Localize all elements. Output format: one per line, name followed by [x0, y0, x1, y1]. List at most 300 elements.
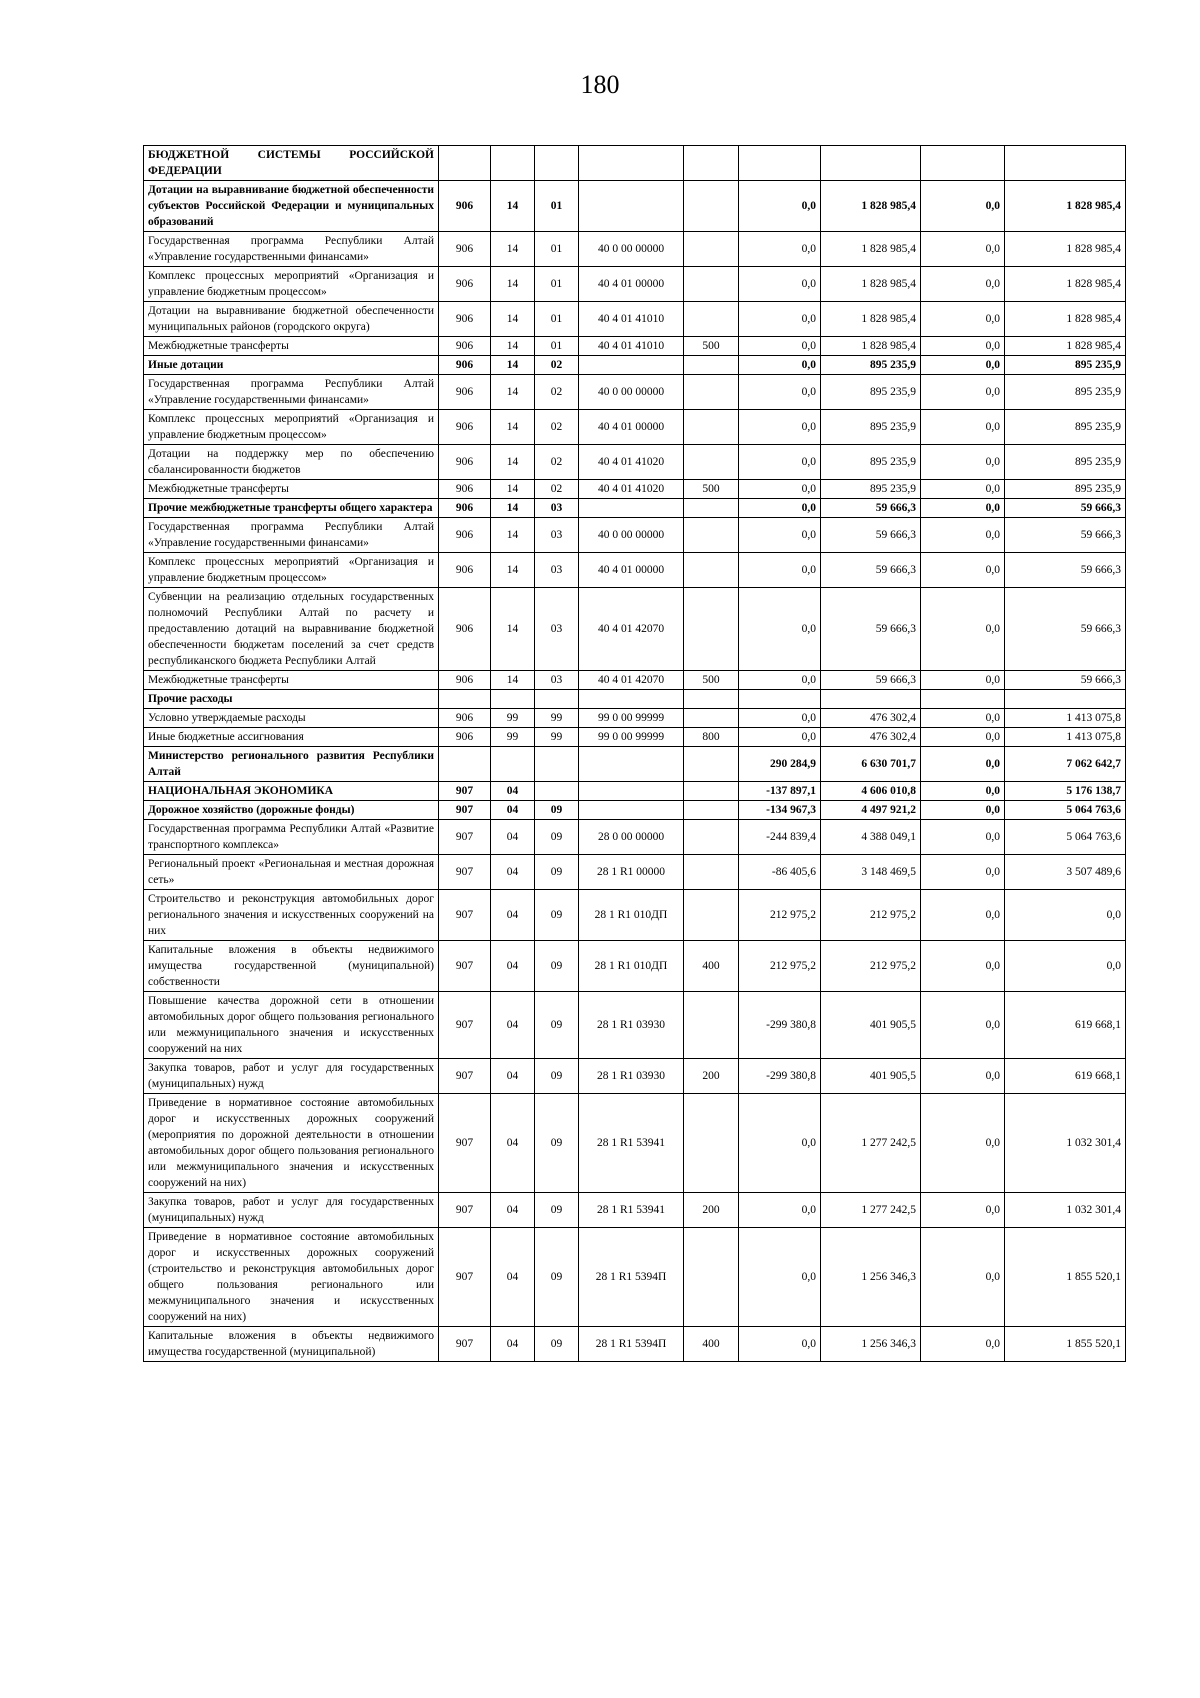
- amount-cell-3: 0,0: [921, 709, 1005, 728]
- ved-code-cell: 906: [439, 375, 491, 410]
- amount-cell-2: 212 975,2: [821, 890, 921, 941]
- table-row: [144, 499, 1126, 518]
- amount-cell-1: 0,0: [739, 410, 821, 445]
- amount-cell-3: 0,0: [921, 337, 1005, 356]
- amount-cell-1: 212 975,2: [739, 941, 821, 992]
- amount-cell-4: 1 828 985,4: [1005, 232, 1126, 267]
- amount-cell-3: 0,0: [921, 410, 1005, 445]
- table-row: [144, 820, 1126, 855]
- amount-cell-4: 7 062 642,7: [1005, 747, 1126, 782]
- amount-cell-3: 0,0: [921, 1193, 1005, 1228]
- target-article-cell: 40 0 00 00000: [579, 232, 684, 267]
- ved-code-cell: [439, 747, 491, 782]
- row-name-cell: Прочие расходы: [144, 690, 439, 709]
- amount-cell-4: [1005, 146, 1126, 181]
- row-name-cell: Приведение в нормативное состояние автомобильных дорог и искусственных дорожных сооружений (строительство и реконструкция автомобильных дорог общего пользования регионального или межмуниципального значения и искусственных сооружений на них): [144, 1228, 439, 1327]
- amount-cell-3: 0,0: [921, 671, 1005, 690]
- amount-cell-2: 59 666,3: [821, 588, 921, 671]
- subsection-code-cell: 09: [535, 1059, 579, 1094]
- expense-type-cell: [684, 1228, 739, 1327]
- target-article-cell: 28 1 R1 010ДП: [579, 941, 684, 992]
- amount-cell-3: 0,0: [921, 302, 1005, 337]
- table-row: [144, 480, 1126, 499]
- amount-cell-4: 619 668,1: [1005, 1059, 1126, 1094]
- ved-code-cell: 907: [439, 1094, 491, 1193]
- row-name-cell: Закупка товаров, работ и услуг для государственных (муниципальных) нужд: [144, 1193, 439, 1228]
- amount-cell-1: 0,0: [739, 553, 821, 588]
- target-article-cell: 40 4 01 00000: [579, 553, 684, 588]
- section-code-cell: 14: [491, 445, 535, 480]
- subsection-code-cell: 01: [535, 232, 579, 267]
- amount-cell-4: 1 032 301,4: [1005, 1094, 1126, 1193]
- section-code-cell: 04: [491, 1228, 535, 1327]
- amount-cell-4: 5 176 138,7: [1005, 782, 1126, 801]
- ved-code-cell: 907: [439, 1193, 491, 1228]
- ved-code-cell: 906: [439, 267, 491, 302]
- table-row: [144, 941, 1126, 992]
- amount-cell-3: 0,0: [921, 480, 1005, 499]
- subsection-code-cell: 03: [535, 671, 579, 690]
- row-name-cell: БЮДЖЕТНОЙ СИСТЕМЫ РОССИЙСКОЙ ФЕДЕРАЦИИ: [144, 146, 439, 181]
- row-name-cell: Приведение в нормативное состояние автомобильных дорог и искусственных дорожных сооружений (мероприятия по дорожной деятельности в отношении автомобильных дорог общего пользования регионального или межмуниципального значения и искусственных сооружений на них): [144, 1094, 439, 1193]
- target-article-cell: 28 1 R1 5394П: [579, 1327, 684, 1362]
- table-row: [144, 1327, 1126, 1362]
- row-name-cell: Дотации на выравнивание бюджетной обеспеченности муниципальных районов (городского округа): [144, 302, 439, 337]
- target-article-cell: 28 1 R1 010ДП: [579, 890, 684, 941]
- expense-type-cell: [684, 146, 739, 181]
- section-code-cell: 04: [491, 1327, 535, 1362]
- section-code-cell: 14: [491, 356, 535, 375]
- amount-cell-4: 895 235,9: [1005, 375, 1126, 410]
- amount-cell-1: -134 967,3: [739, 801, 821, 820]
- amount-cell-4: 895 235,9: [1005, 356, 1126, 375]
- amount-cell-4: 59 666,3: [1005, 588, 1126, 671]
- amount-cell-3: 0,0: [921, 267, 1005, 302]
- target-article-cell: 28 1 R1 5394П: [579, 1228, 684, 1327]
- row-name-cell: Государственная программа Республики Алтай «Управление государственными финансами»: [144, 375, 439, 410]
- amount-cell-1: 0,0: [739, 728, 821, 747]
- ved-code-cell: 906: [439, 302, 491, 337]
- expense-type-cell: [684, 518, 739, 553]
- expense-type-cell: [684, 302, 739, 337]
- expense-type-cell: [684, 375, 739, 410]
- section-code-cell: 14: [491, 518, 535, 553]
- target-article-cell: [579, 782, 684, 801]
- subsection-code-cell: 09: [535, 820, 579, 855]
- amount-cell-2: 895 235,9: [821, 356, 921, 375]
- expense-type-cell: [684, 992, 739, 1059]
- ved-code-cell: 907: [439, 1327, 491, 1362]
- ved-code-cell: 907: [439, 855, 491, 890]
- section-code-cell: [491, 690, 535, 709]
- section-code-cell: 14: [491, 267, 535, 302]
- row-name-cell: НАЦИОНАЛЬНАЯ ЭКОНОМИКА: [144, 782, 439, 801]
- ved-code-cell: 907: [439, 941, 491, 992]
- amount-cell-1: 0,0: [739, 337, 821, 356]
- section-code-cell: 04: [491, 855, 535, 890]
- subsection-code-cell: 03: [535, 588, 579, 671]
- expense-type-cell: [684, 445, 739, 480]
- expense-type-cell: [684, 267, 739, 302]
- table-row: [144, 1228, 1126, 1327]
- amount-cell-4: 1 855 520,1: [1005, 1228, 1126, 1327]
- target-article-cell: [579, 356, 684, 375]
- expense-type-cell: 500: [684, 480, 739, 499]
- ved-code-cell: 906: [439, 480, 491, 499]
- row-name-cell: Прочие межбюджетные трансферты общего характера: [144, 499, 439, 518]
- target-article-cell: 40 4 01 41020: [579, 480, 684, 499]
- row-name-cell: Межбюджетные трансферты: [144, 337, 439, 356]
- section-code-cell: 99: [491, 728, 535, 747]
- table-body: [144, 146, 1126, 1362]
- amount-cell-4: 895 235,9: [1005, 445, 1126, 480]
- section-code-cell: 04: [491, 1193, 535, 1228]
- subsection-code-cell: 01: [535, 267, 579, 302]
- table-row: [144, 890, 1126, 941]
- row-name-cell: Строительство и реконструкция автомобильных дорог регионального значения и искусственных сооружений на них: [144, 890, 439, 941]
- amount-cell-3: 0,0: [921, 801, 1005, 820]
- expense-type-cell: [684, 553, 739, 588]
- amount-cell-4: 1 855 520,1: [1005, 1327, 1126, 1362]
- amount-cell-3: 0,0: [921, 553, 1005, 588]
- amount-cell-1: -244 839,4: [739, 820, 821, 855]
- amount-cell-1: 0,0: [739, 499, 821, 518]
- ved-code-cell: 907: [439, 1059, 491, 1094]
- table-row: [144, 375, 1126, 410]
- expense-type-cell: 500: [684, 671, 739, 690]
- amount-cell-3: [921, 146, 1005, 181]
- row-name-cell: Государственная программа Республики Алтай «Развитие транспортного комплекса»: [144, 820, 439, 855]
- section-code-cell: 04: [491, 801, 535, 820]
- amount-cell-2: 1 277 242,5: [821, 1193, 921, 1228]
- target-article-cell: [579, 499, 684, 518]
- amount-cell-1: 0,0: [739, 480, 821, 499]
- amount-cell-1: 0,0: [739, 671, 821, 690]
- subsection-code-cell: 09: [535, 890, 579, 941]
- row-name-cell: Межбюджетные трансферты: [144, 671, 439, 690]
- amount-cell-3: 0,0: [921, 855, 1005, 890]
- ved-code-cell: 906: [439, 709, 491, 728]
- section-code-cell: 14: [491, 232, 535, 267]
- amount-cell-2: 1 828 985,4: [821, 337, 921, 356]
- amount-cell-1: 0,0: [739, 588, 821, 671]
- row-name-cell: Закупка товаров, работ и услуг для государственных (муниципальных) нужд: [144, 1059, 439, 1094]
- section-code-cell: 04: [491, 1059, 535, 1094]
- table-row: [144, 1094, 1126, 1193]
- target-article-cell: [579, 690, 684, 709]
- section-code-cell: 04: [491, 992, 535, 1059]
- section-code-cell: 14: [491, 499, 535, 518]
- expense-type-cell: 200: [684, 1059, 739, 1094]
- target-article-cell: 40 4 01 41010: [579, 302, 684, 337]
- table-row: [144, 146, 1126, 181]
- section-code-cell: [491, 146, 535, 181]
- amount-cell-4: 0,0: [1005, 941, 1126, 992]
- table-row: [144, 728, 1126, 747]
- table-row: [144, 690, 1126, 709]
- section-code-cell: 14: [491, 480, 535, 499]
- target-article-cell: [579, 801, 684, 820]
- table-row: [144, 1193, 1126, 1228]
- amount-cell-1: 0,0: [739, 232, 821, 267]
- subsection-code-cell: 02: [535, 480, 579, 499]
- amount-cell-2: 6 630 701,7: [821, 747, 921, 782]
- table-row: [144, 782, 1126, 801]
- table-row: [144, 410, 1126, 445]
- expense-type-cell: [684, 801, 739, 820]
- amount-cell-3: 0,0: [921, 782, 1005, 801]
- row-name-cell: Капитальные вложения в объекты недвижимого имущества государственной (муниципальной) собственности: [144, 941, 439, 992]
- amount-cell-3: 0,0: [921, 890, 1005, 941]
- target-article-cell: 40 4 01 42070: [579, 671, 684, 690]
- amount-cell-2: 4 606 010,8: [821, 782, 921, 801]
- subsection-code-cell: 09: [535, 992, 579, 1059]
- expense-type-cell: [684, 890, 739, 941]
- amount-cell-3: 0,0: [921, 1228, 1005, 1327]
- amount-cell-4: 1 413 075,8: [1005, 709, 1126, 728]
- ved-code-cell: [439, 146, 491, 181]
- amount-cell-2: 59 666,3: [821, 499, 921, 518]
- ved-code-cell: 906: [439, 671, 491, 690]
- subsection-code-cell: 02: [535, 375, 579, 410]
- row-name-cell: Комплекс процессных мероприятий «Организация и управление бюджетным процессом»: [144, 410, 439, 445]
- amount-cell-3: 0,0: [921, 518, 1005, 553]
- expense-type-cell: 200: [684, 1193, 739, 1228]
- expense-type-cell: [684, 782, 739, 801]
- row-name-cell: Субвенции на реализацию отдельных государственных полномочий Республики Алтай по расчету и предоставлению дотаций на выравнивание бюджетной обеспеченности бюджетам поселений за счет средств республиканского бюджета Республики Алтай: [144, 588, 439, 671]
- section-code-cell: 14: [491, 671, 535, 690]
- section-code-cell: 14: [491, 375, 535, 410]
- subsection-code-cell: 09: [535, 941, 579, 992]
- target-article-cell: [579, 747, 684, 782]
- amount-cell-2: 3 148 469,5: [821, 855, 921, 890]
- amount-cell-1: -299 380,8: [739, 992, 821, 1059]
- ved-code-cell: 907: [439, 1228, 491, 1327]
- expense-type-cell: [684, 588, 739, 671]
- section-code-cell: 99: [491, 709, 535, 728]
- amount-cell-2: 895 235,9: [821, 445, 921, 480]
- amount-cell-2: 1 828 985,4: [821, 267, 921, 302]
- ved-code-cell: 906: [439, 232, 491, 267]
- subsection-code-cell: 01: [535, 337, 579, 356]
- amount-cell-3: 0,0: [921, 728, 1005, 747]
- row-name-cell: Дорожное хозяйство (дорожные фонды): [144, 801, 439, 820]
- subsection-code-cell: 09: [535, 1228, 579, 1327]
- table-row: [144, 445, 1126, 480]
- amount-cell-3: 0,0: [921, 375, 1005, 410]
- ved-code-cell: 906: [439, 553, 491, 588]
- amount-cell-2: 212 975,2: [821, 941, 921, 992]
- amount-cell-1: 0,0: [739, 1327, 821, 1362]
- subsection-code-cell: 03: [535, 518, 579, 553]
- amount-cell-2: 1 828 985,4: [821, 181, 921, 232]
- amount-cell-2: 1 828 985,4: [821, 232, 921, 267]
- expense-type-cell: 500: [684, 337, 739, 356]
- section-code-cell: 14: [491, 588, 535, 671]
- table-row: [144, 181, 1126, 232]
- table-row: [144, 356, 1126, 375]
- expense-type-cell: [684, 709, 739, 728]
- section-code-cell: 04: [491, 890, 535, 941]
- ved-code-cell: 906: [439, 181, 491, 232]
- target-article-cell: 28 1 R1 53941: [579, 1094, 684, 1193]
- expense-type-cell: [684, 690, 739, 709]
- table-row: [144, 553, 1126, 588]
- subsection-code-cell: [535, 747, 579, 782]
- expense-type-cell: [684, 181, 739, 232]
- subsection-code-cell: 09: [535, 801, 579, 820]
- expense-type-cell: [684, 356, 739, 375]
- ved-code-cell: 906: [439, 518, 491, 553]
- row-name-cell: Комплекс процессных мероприятий «Организация и управление бюджетным процессом»: [144, 267, 439, 302]
- table-row: [144, 709, 1126, 728]
- subsection-code-cell: 03: [535, 499, 579, 518]
- ved-code-cell: 906: [439, 337, 491, 356]
- amount-cell-1: 0,0: [739, 1228, 821, 1327]
- ved-code-cell: 906: [439, 728, 491, 747]
- expense-type-cell: [684, 499, 739, 518]
- amount-cell-2: 1 828 985,4: [821, 302, 921, 337]
- amount-cell-4: 59 666,3: [1005, 499, 1126, 518]
- target-article-cell: 28 0 00 00000: [579, 820, 684, 855]
- amount-cell-3: 0,0: [921, 356, 1005, 375]
- expense-type-cell: [684, 855, 739, 890]
- row-name-cell: Дотации на поддержку мер по обеспечению сбалансированности бюджетов: [144, 445, 439, 480]
- amount-cell-3: 0,0: [921, 1327, 1005, 1362]
- target-article-cell: 28 1 R1 53941: [579, 1193, 684, 1228]
- row-name-cell: Государственная программа Республики Алтай «Управление государственными финансами»: [144, 232, 439, 267]
- amount-cell-2: 476 302,4: [821, 709, 921, 728]
- section-code-cell: 04: [491, 941, 535, 992]
- target-article-cell: 40 4 01 42070: [579, 588, 684, 671]
- ved-code-cell: 906: [439, 445, 491, 480]
- row-name-cell: Дотации на выравнивание бюджетной обеспеченности субъектов Российской Федерации и муниципальных образований: [144, 181, 439, 232]
- table-row: [144, 747, 1126, 782]
- expense-type-cell: [684, 410, 739, 445]
- row-name-cell: Министерство регионального развития Республики Алтай: [144, 747, 439, 782]
- subsection-code-cell: 03: [535, 553, 579, 588]
- target-article-cell: 28 1 R1 00000: [579, 855, 684, 890]
- amount-cell-2: 4 497 921,2: [821, 801, 921, 820]
- table-row: [144, 232, 1126, 267]
- section-code-cell: 14: [491, 337, 535, 356]
- expense-type-cell: 400: [684, 941, 739, 992]
- ved-code-cell: [439, 690, 491, 709]
- amount-cell-3: 0,0: [921, 499, 1005, 518]
- amount-cell-2: 895 235,9: [821, 480, 921, 499]
- row-name-cell: Условно утверждаемые расходы: [144, 709, 439, 728]
- amount-cell-2: 476 302,4: [821, 728, 921, 747]
- amount-cell-3: 0,0: [921, 1094, 1005, 1193]
- table-row: [144, 671, 1126, 690]
- amount-cell-4: 1 828 985,4: [1005, 267, 1126, 302]
- row-name-cell: Повышение качества дорожной сети в отношении автомобильных дорог общего пользования регионального или межмуниципального значения и искусственных сооружений на них: [144, 992, 439, 1059]
- amount-cell-4: 59 666,3: [1005, 671, 1126, 690]
- amount-cell-2: 1 256 346,3: [821, 1228, 921, 1327]
- expense-type-cell: 400: [684, 1327, 739, 1362]
- amount-cell-1: 0,0: [739, 1094, 821, 1193]
- amount-cell-4: 1 828 985,4: [1005, 181, 1126, 232]
- page-number: 180: [580, 70, 620, 99]
- amount-cell-2: [821, 690, 921, 709]
- amount-cell-4: 5 064 763,6: [1005, 801, 1126, 820]
- amount-cell-1: [739, 690, 821, 709]
- subsection-code-cell: 99: [535, 728, 579, 747]
- amount-cell-4: 1 828 985,4: [1005, 302, 1126, 337]
- ved-code-cell: 906: [439, 499, 491, 518]
- amount-cell-1: 212 975,2: [739, 890, 821, 941]
- target-article-cell: 40 0 00 00000: [579, 518, 684, 553]
- target-article-cell: 40 4 01 41010: [579, 337, 684, 356]
- amount-cell-3: 0,0: [921, 820, 1005, 855]
- amount-cell-1: 0,0: [739, 445, 821, 480]
- expense-type-cell: [684, 747, 739, 782]
- row-name-cell: Межбюджетные трансферты: [144, 480, 439, 499]
- amount-cell-2: 401 905,5: [821, 992, 921, 1059]
- section-code-cell: 04: [491, 820, 535, 855]
- amount-cell-4: 5 064 763,6: [1005, 820, 1126, 855]
- amount-cell-2: 4 388 049,1: [821, 820, 921, 855]
- amount-cell-1: 0,0: [739, 181, 821, 232]
- target-article-cell: 28 1 R1 03930: [579, 1059, 684, 1094]
- target-article-cell: 40 4 01 00000: [579, 410, 684, 445]
- amount-cell-2: [821, 146, 921, 181]
- row-name-cell: Комплекс процессных мероприятий «Организация и управление бюджетным процессом»: [144, 553, 439, 588]
- subsection-code-cell: 09: [535, 1094, 579, 1193]
- subsection-code-cell: 02: [535, 445, 579, 480]
- target-article-cell: 40 4 01 41020: [579, 445, 684, 480]
- section-code-cell: 04: [491, 782, 535, 801]
- amount-cell-3: 0,0: [921, 941, 1005, 992]
- table-row: [144, 518, 1126, 553]
- amount-cell-1: 0,0: [739, 375, 821, 410]
- subsection-code-cell: [535, 782, 579, 801]
- amount-cell-1: 0,0: [739, 267, 821, 302]
- target-article-cell: 40 4 01 00000: [579, 267, 684, 302]
- amount-cell-2: 1 256 346,3: [821, 1327, 921, 1362]
- row-name-cell: Региональный проект «Региональная и местная дорожная сеть»: [144, 855, 439, 890]
- section-code-cell: 14: [491, 553, 535, 588]
- amount-cell-4: 59 666,3: [1005, 518, 1126, 553]
- amount-cell-2: 895 235,9: [821, 375, 921, 410]
- amount-cell-3: 0,0: [921, 445, 1005, 480]
- amount-cell-4: 619 668,1: [1005, 992, 1126, 1059]
- ved-code-cell: 906: [439, 356, 491, 375]
- amount-cell-4: [1005, 690, 1126, 709]
- amount-cell-3: 0,0: [921, 1059, 1005, 1094]
- amount-cell-3: 0,0: [921, 992, 1005, 1059]
- subsection-code-cell: 01: [535, 302, 579, 337]
- amount-cell-4: 1 413 075,8: [1005, 728, 1126, 747]
- subsection-code-cell: 02: [535, 356, 579, 375]
- table-row: [144, 992, 1126, 1059]
- amount-cell-3: [921, 690, 1005, 709]
- section-code-cell: 14: [491, 181, 535, 232]
- amount-cell-2: 401 905,5: [821, 1059, 921, 1094]
- amount-cell-2: 59 666,3: [821, 553, 921, 588]
- amount-cell-1: 0,0: [739, 1193, 821, 1228]
- amount-cell-3: 0,0: [921, 588, 1005, 671]
- section-code-cell: 04: [491, 1094, 535, 1193]
- amount-cell-1: 0,0: [739, 356, 821, 375]
- target-article-cell: [579, 181, 684, 232]
- budget-table: [143, 145, 1126, 1362]
- subsection-code-cell: 09: [535, 1193, 579, 1228]
- target-article-cell: 99 0 00 99999: [579, 709, 684, 728]
- expense-type-cell: [684, 232, 739, 267]
- amount-cell-1: 0,0: [739, 709, 821, 728]
- subsection-code-cell: [535, 690, 579, 709]
